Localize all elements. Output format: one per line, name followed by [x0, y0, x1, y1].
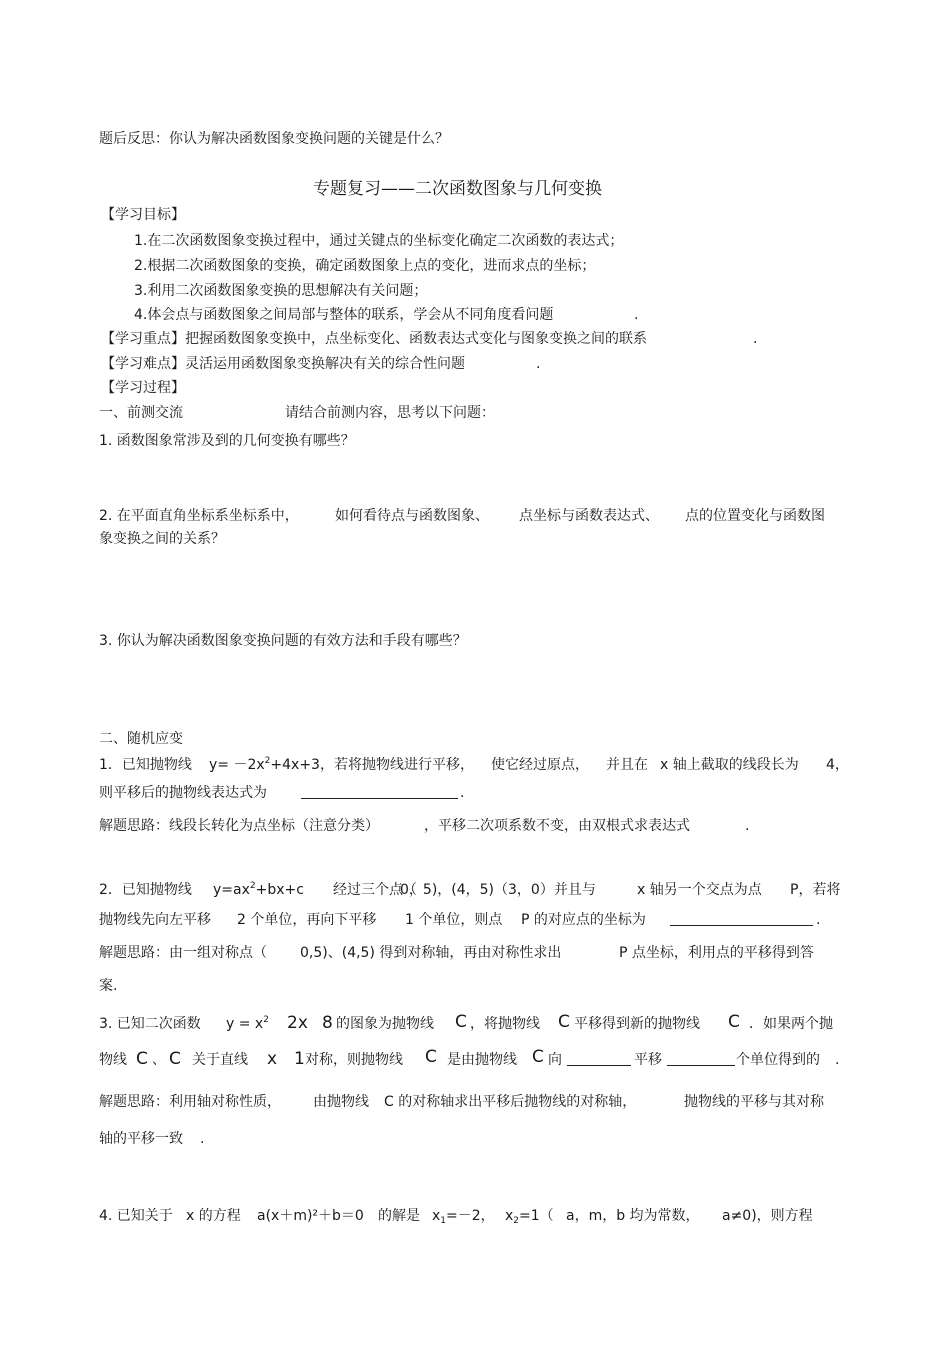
problem-2-a: 2．已知抛物线: [99, 882, 192, 898]
problem-2-line2-a: 抛物线先向左平移: [99, 912, 211, 928]
problem-4-d: 的解是: [378, 1208, 420, 1224]
problem-3-hint-d: 抛物线的平移与其对称: [684, 1094, 824, 1110]
goal-item: 4.体会点与函数图象之间局部与整体的联系，学会从不同角度看问题: [134, 307, 554, 323]
goals-header: 【学习目标】: [101, 207, 185, 223]
problem-4-a: 4. 已知关于: [99, 1208, 173, 1224]
problem-3-parabola-c-2: C: [558, 1012, 570, 1032]
problem-3-line2-d: 是由抛物线: [447, 1052, 517, 1068]
problem-3-c: ，将抛物线: [470, 1016, 540, 1032]
problem-4-equation: a(x＋m)²＋b＝0: [257, 1208, 364, 1224]
difficulty: 【学习难点】灵活运用函数图象变换解决有关的综合性问题: [101, 356, 465, 372]
section1-question-2-d: 点的位置变化与函数图: [685, 508, 825, 524]
problem-2-c: 0，5)，(4，5)（3，0）并且与: [400, 882, 596, 898]
problem-3-hint-c: C 的对称轴求出平移后抛物线的对称轴，: [384, 1094, 637, 1110]
problem-1-d: x 轴上截取的线段长为: [660, 757, 799, 773]
problem-3-e: ．如果两个抛: [749, 1016, 833, 1032]
problem-2-hint-b: 0,5)、(4,5) 得到对称轴，再由对称性求出: [300, 945, 562, 961]
problem-1-b: 使它经过原点，: [491, 757, 589, 773]
section1-prompt: 请结合前测内容，思考以下问题：: [285, 405, 495, 421]
problem-1-e: 4，: [826, 757, 849, 773]
problem-1-equation: $y= -2x^2+4x+3$，若将抛物线进行平移，: [209, 756, 474, 773]
section2-label: 二、随机应变: [99, 731, 183, 747]
problem-3-line2-e: 向: [548, 1052, 562, 1068]
problem-3-equation-8: 8: [322, 1013, 333, 1033]
problem-3-line2-sep: 、: [152, 1052, 166, 1068]
problem-3-line2-end: .: [835, 1052, 840, 1068]
problem-3-line2-b: 关于直线: [192, 1052, 248, 1068]
problem-2-hint-c: P 点坐标，利用点的平移得到答: [619, 945, 814, 961]
problem-3-line2-a: 物线: [99, 1052, 127, 1068]
problem-3-line2-c2: C: [169, 1049, 181, 1069]
problem-2-d: x 轴另一个交点为点: [637, 882, 762, 898]
section1-question-1: 1. 函数图象常涉及到的几何变换有哪些？: [99, 433, 355, 449]
problem-1-line2-end: .: [460, 785, 465, 801]
problem-3-line2-c4: C: [532, 1047, 544, 1067]
goal-item: 1.在二次函数图象变换过程中，通过关键点的坐标变化确定二次函数的表达式；: [134, 233, 624, 249]
problem-1-c: 并且在: [606, 757, 648, 773]
problem-3-hint-b: 由抛物线: [313, 1094, 369, 1110]
problem-3-b: 的图象为抛物线: [336, 1016, 434, 1032]
problem-4-x1: $x_1=-2$，: [432, 1208, 495, 1226]
difficulty-end: .: [536, 356, 541, 372]
problem-3-hint-end: .: [200, 1131, 205, 1147]
goal-item: 3.利用二次函数图象变换的思想解决有关问题；: [134, 283, 428, 299]
problem-3-hint-a: 解题思路：利用轴对称性质，: [99, 1094, 281, 1110]
problem-2-line2-d: P 的对应点的坐标为: [521, 912, 646, 928]
problem-1-answer-blank[interactable]: [301, 784, 458, 804]
problem-3-line2-1: 1: [294, 1049, 305, 1069]
problem-3-parabola-c-prime: C: [728, 1012, 740, 1032]
problem-3-line2-g: 个单位得到的: [736, 1052, 820, 1068]
problem-3-line2-c3: C: [425, 1047, 437, 1067]
problem-3-equation-2x: 2x: [287, 1013, 308, 1033]
process-header: 【学习过程】: [101, 380, 185, 396]
problem-4-x2: $x_2=1$（: [505, 1208, 554, 1226]
problem-2-line2-end: .: [816, 912, 821, 928]
problem-1-line2: 则平移后的抛物线表达式为: [99, 785, 267, 801]
problem-2-line2-c: 1 个单位，则点: [405, 912, 503, 928]
problem-3-parabola-c: C: [455, 1012, 467, 1032]
problem-2-hint-line2: 案.: [99, 978, 118, 994]
problem-3-line2-f: 平移: [634, 1052, 662, 1068]
problem-2-b: 经过三个点（: [333, 882, 417, 898]
goal-item-end: .: [634, 307, 639, 323]
problem-3-line2-c: 对称，则抛物线: [305, 1052, 403, 1068]
reflection-question: 题后反思：你认为解决函数图象变换问题的关键是什么？: [99, 131, 449, 147]
problem-1-hint-a: 解题思路：线段长转化为点坐标（注意分类）: [99, 818, 379, 834]
section1-question-2-b: 如何看待点与函数图象、: [335, 508, 489, 524]
problem-2-equation: $y=ax^2+bx+c$: [213, 881, 304, 898]
problem-3-hint-line2: 轴的平移一致: [99, 1131, 183, 1147]
problem-2-answer-blank[interactable]: [670, 911, 813, 931]
problem-1-a: 1．已知抛物线: [99, 757, 192, 773]
problem-4-f: a≠0)，则方程: [722, 1208, 813, 1224]
problem-3-units-blank[interactable]: [667, 1051, 735, 1071]
problem-1-hint-b: ，平移二次项系数不变，由双根式求表达式: [424, 818, 690, 834]
problem-4-b: x 的方程: [186, 1208, 241, 1224]
section1-question-2-c: 点坐标与函数表达式、: [519, 508, 659, 524]
section1-label: 一、前测交流: [99, 405, 183, 421]
problem-2-hint-a: 解题思路：由一组对称点（: [99, 945, 267, 961]
problem-2-line2-b: 2 个单位，再向下平移: [237, 912, 377, 928]
problem-3-direction-blank[interactable]: [567, 1051, 631, 1071]
problem-3-a: 3. 已知二次函数: [99, 1016, 201, 1032]
page-title: 专题复习——二次函数图象与几何变换: [313, 179, 602, 199]
goal-item: 2.根据二次函数图象的变换，确定函数图象上点的变化，进而求点的坐标；: [134, 258, 596, 274]
key-point-end: .: [753, 331, 758, 347]
problem-3-line2-x: x: [267, 1049, 278, 1069]
problem-4-e: a，m，b 均为常数，: [566, 1208, 700, 1224]
section1-question-2-line2: 象变换之间的关系？: [99, 531, 225, 547]
section1-question-2-a: 2. 在平面直角坐标系坐标系中，: [99, 508, 299, 524]
problem-1-hint-end: .: [745, 818, 750, 834]
problem-3-line2-c1: C: [136, 1049, 148, 1069]
key-point: 【学习重点】把握函数图象变换中，点坐标变化、函数表达式变化与图象变换之间的联系: [101, 331, 647, 347]
problem-2-e: P，若将: [790, 882, 841, 898]
problem-3-d: 平移得到新的抛物线: [574, 1016, 700, 1032]
section1-question-3: 3. 你认为解决函数图象变换问题的有效方法和手段有哪些？: [99, 633, 467, 649]
problem-3-equation-y: $y = x^2$: [226, 1015, 269, 1032]
